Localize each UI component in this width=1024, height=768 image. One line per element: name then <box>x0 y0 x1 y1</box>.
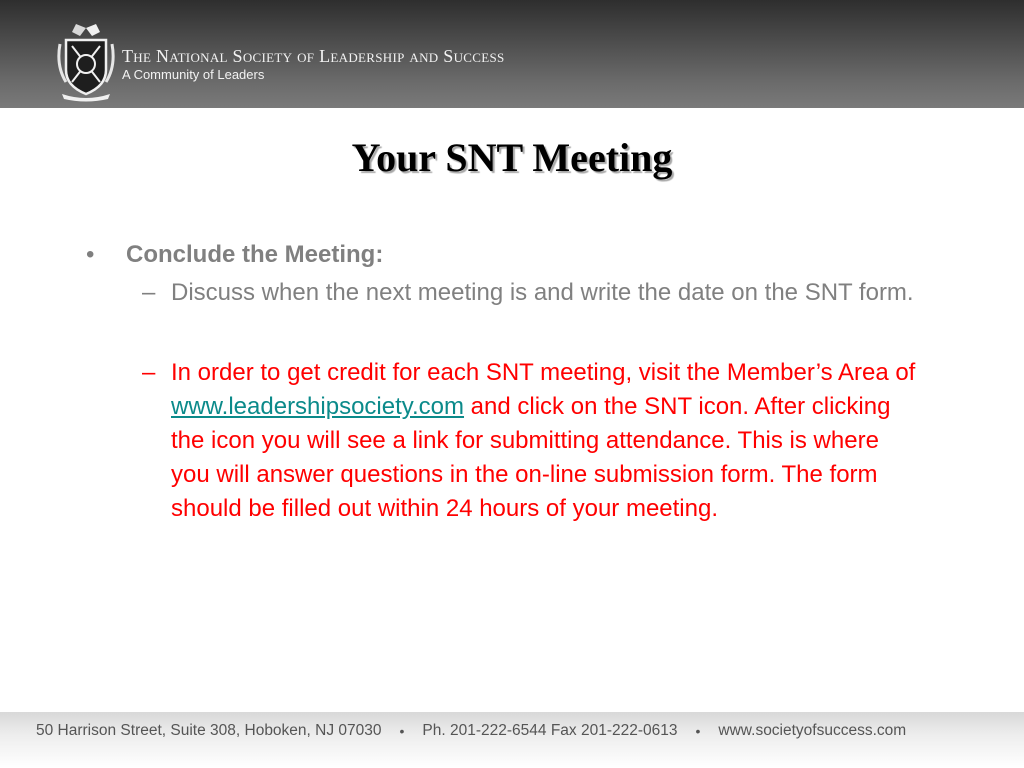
sub-item-credit-instructions <box>142 356 926 526</box>
crest-icon <box>56 22 116 102</box>
dash-marker: – <box>142 359 156 386</box>
header-bar <box>0 0 1024 108</box>
footer-address: 50 Harrison Street, Suite 308, Hoboken, NJ 07030 <box>36 722 382 739</box>
credit-text-start: In order to get credit for each SNT meeting, visit the Member’s Area of <box>171 359 916 386</box>
footer-contact <box>36 722 906 740</box>
organization-name: The National Society of Leadership and Success <box>122 46 505 66</box>
bullet-heading: Conclude the Meeting: <box>126 241 384 268</box>
slide-title: Your SNT Meeting <box>351 135 673 180</box>
footer-separator: • <box>399 723 405 739</box>
footer-separator: • <box>695 723 701 739</box>
footer-website[interactable]: www.societyofsuccess.com <box>718 722 907 739</box>
footer-phone: Ph. 201-222-6544 Fax 201-222-0613 <box>422 722 678 739</box>
bullet-marker: • <box>86 241 95 268</box>
sub-item-text <box>171 356 921 526</box>
organization-tagline: A Community of Leaders <box>122 67 265 82</box>
dash-marker: – <box>142 279 156 306</box>
footer-bar <box>0 712 1024 768</box>
slide-body <box>86 238 926 526</box>
leadership-society-link[interactable]: www.leadershipsociety.com <box>171 393 465 420</box>
sub-item-text: Discuss when the next meeting is and write the date on the SNT form. <box>171 279 914 306</box>
sub-item-next-meeting <box>142 276 926 310</box>
bullet-item <box>86 238 926 272</box>
credit-text-end: and click on the SNT icon. After clicking the icon you will see a link for submitting attendance. This is where you will answer questions in the on-line submission form. The form should be filled out within 24 hours of your meeting. <box>171 393 891 522</box>
